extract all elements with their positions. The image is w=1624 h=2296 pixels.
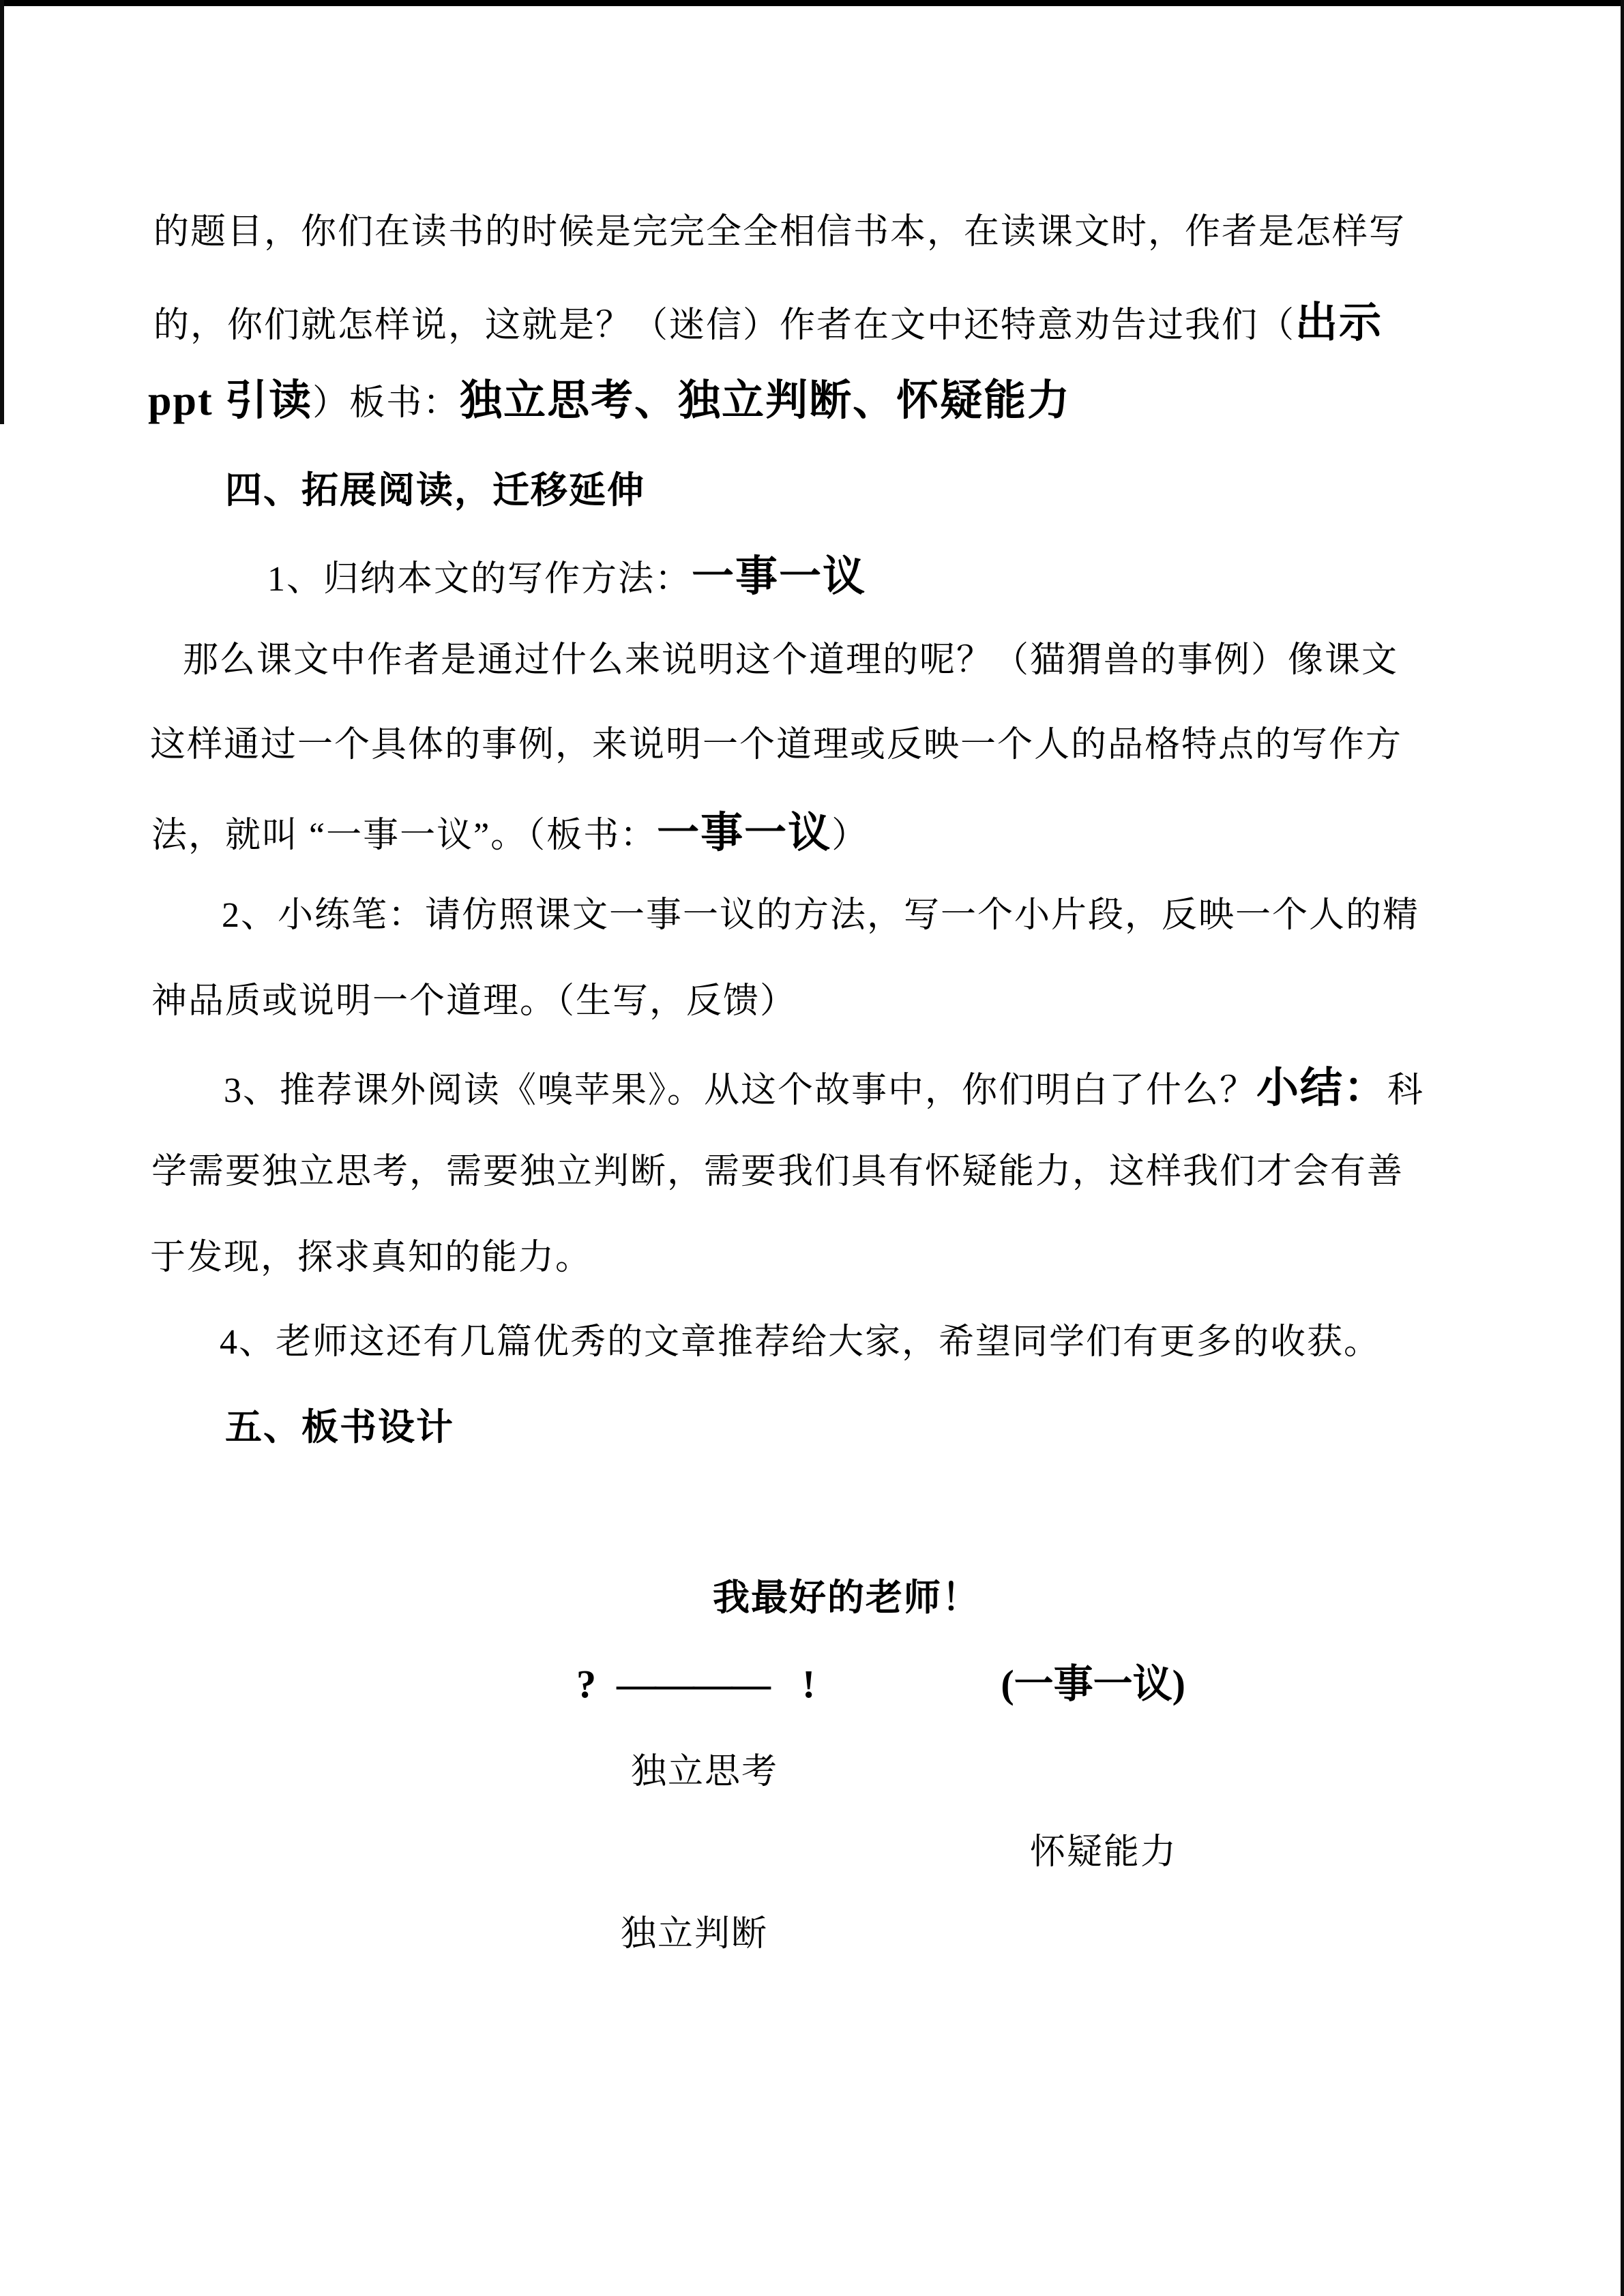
body-text: 的题目，你们在读书的时候是完完全全相信书本，在读课文时，作者是怎样写 <box>153 213 1406 252</box>
emphasis-text: 独立思考、独立判断、怀疑能力 <box>460 378 1072 424</box>
body-text: 于发现，探求真知的能力。 <box>150 1238 593 1277</box>
body-text: 神品质或说明一个道理。（生写，反馈） <box>151 982 797 1021</box>
item-4-recommend <box>220 1322 1381 1363</box>
page-border-left <box>0 0 4 424</box>
board-item-independent-thinking <box>631 1751 778 1793</box>
question-mark-symbol: ? <box>576 1662 596 1706</box>
page-border-top <box>0 0 1624 6</box>
body-text: 学需要独立思考，需要独立判断，需要我们具有怀疑能力，这样我们才会有善 <box>151 1152 1404 1191</box>
body-text: 那么课文中作者是通过什么来说明这个道理的呢？（猫猬兽的事例）像课文 <box>183 641 1399 680</box>
board-item-independent-judgment <box>621 1913 768 1955</box>
heading-text: 五、板书设计 <box>225 1407 454 1448</box>
body-text: 4、老师这还有几篇优秀的文章推荐给大家，希望同学们有更多的收获。 <box>220 1323 1381 1362</box>
board-item-doubting-ability <box>1030 1832 1177 1873</box>
item-1-writing-method <box>267 552 866 602</box>
heading-text: 四、拓展阅读，迁移延伸 <box>225 470 645 511</box>
dash-symbol: ———— <box>617 1662 769 1706</box>
item-2-practice-line-2 <box>151 981 797 1022</box>
body-text: 1、归纳本文的写作方法： <box>267 560 692 599</box>
body-text: 2、小练笔：请仿照课文一事一议的方法，写一个小片段，反映一个人的精 <box>222 896 1420 935</box>
body-text: 科 <box>1387 1071 1425 1110</box>
board-item-text: 独立判断 <box>621 1915 769 1954</box>
board-title-text: 我最好的老师！ <box>713 1577 980 1618</box>
body-text: ）板书： <box>312 384 460 423</box>
emphasis-text: 小结： <box>1256 1065 1388 1112</box>
board-symbols-line <box>576 1661 1185 1708</box>
emphasis-text: 一事一议 <box>657 810 832 856</box>
section-5-heading <box>225 1406 454 1450</box>
body-text: 这样通过一个具体的事例，来说明一个道理或反映一个人的品格特点的写作方 <box>150 726 1403 764</box>
para-intro-line-1 <box>153 211 1406 253</box>
emphasis-text: 出示 <box>1295 300 1383 346</box>
body-text: ） <box>831 816 869 855</box>
para-intro-line-3 <box>148 376 1071 426</box>
emphasis-text: 一事一议 <box>692 554 867 600</box>
board-title <box>713 1577 980 1620</box>
body-text: 法，就叫 “一事一议”。（板书： <box>151 816 658 855</box>
para-intro-line-2 <box>153 299 1383 348</box>
page-border-right <box>1621 0 1624 2296</box>
board-method-label: (一事一议) <box>1001 1662 1185 1706</box>
para-method-line-3 <box>151 809 868 859</box>
item-3-reading-line-2 <box>151 1151 1404 1193</box>
para-method-line-1 <box>183 640 1398 681</box>
body-text: 的，你们就怎样说，这就是？（迷信）作者在文中还特意劝告过我们（ <box>153 306 1296 345</box>
body-text: 3、推荐课外阅读《嗅苹果》。从这个故事中，你们明白了什么？ <box>224 1071 1257 1110</box>
section-4-heading <box>225 469 645 513</box>
item-3-reading-line-1 <box>224 1064 1424 1114</box>
para-method-line-2 <box>150 724 1402 766</box>
emphasis-text: ppt 引读 <box>148 378 313 424</box>
item-3-reading-line-3 <box>150 1237 592 1279</box>
item-2-practice-line-1 <box>222 895 1419 936</box>
exclamation-mark-symbol: ! <box>802 1662 816 1706</box>
board-item-text: 怀疑能力 <box>1030 1833 1178 1872</box>
board-item-text: 独立思考 <box>631 1753 779 1791</box>
